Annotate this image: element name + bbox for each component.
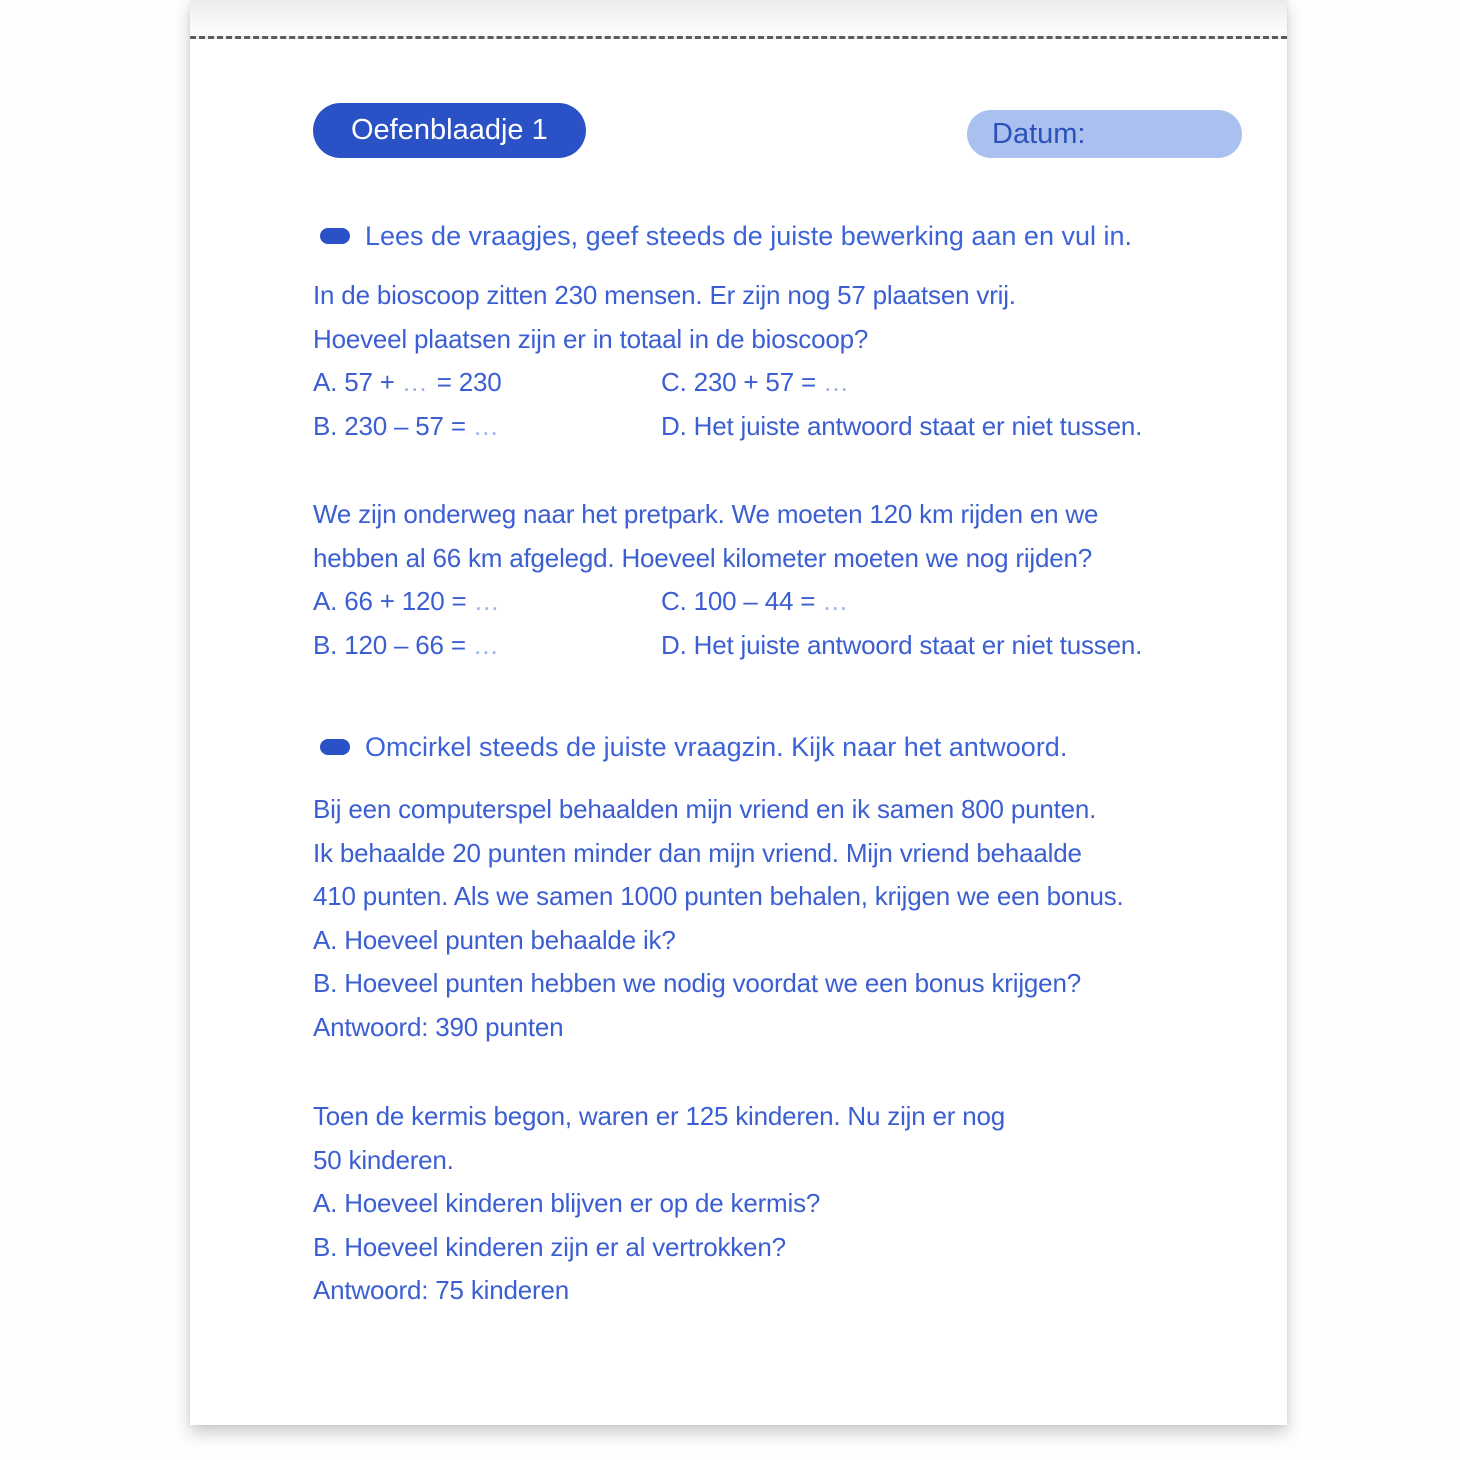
option-d: D. Het juiste antwoord staat er niet tussen. bbox=[661, 410, 1143, 441]
option-b: B. 120 – 66 = … bbox=[313, 629, 501, 660]
question-1-line-1: In de bioscoop zitten 230 mensen. Er zijn nog 57 plaatsen vrij. bbox=[313, 280, 1016, 310]
question-2-text bbox=[313, 493, 1242, 580]
question-4-option-a: A. Hoeveel kinderen blijven er op de kermis? bbox=[313, 1188, 821, 1218]
question-4-block bbox=[313, 1095, 1242, 1313]
question-2-options bbox=[313, 580, 1242, 667]
question-3-answer: Antwoord: 390 punten bbox=[313, 1011, 564, 1042]
option-b: B. 230 – 57 = … bbox=[313, 410, 501, 441]
worksheet-content bbox=[190, 0, 1287, 1313]
answer-dots: … bbox=[401, 367, 430, 397]
question-3-line-3: 410 punten. Als we samen 1000 punten behalen, krijgen we een bonus. bbox=[313, 881, 1124, 911]
question-3-line-1: Bij een computerspel behaalden mijn vriend en ik samen 800 punten. bbox=[313, 794, 1097, 824]
instruction-2 bbox=[313, 725, 1242, 769]
option-c: C. 100 – 44 = … bbox=[661, 586, 851, 616]
option-a: A. 57 + … = 230 bbox=[313, 367, 502, 397]
question-2-line-1: We zijn onderweg naar het pretpark. We moeten 120 km rijden en we bbox=[313, 499, 1099, 529]
question-4-line-1: Toen de kermis begon, waren er 125 kinderen. Nu zijn er nog bbox=[313, 1101, 1006, 1131]
option-c: C. 230 + 57 = … bbox=[661, 367, 851, 397]
question-3-option-b: B. Hoeveel punten hebben we nodig voordat we een bonus krijgen? bbox=[313, 968, 1081, 998]
answer-dots: … bbox=[822, 586, 851, 616]
question-3-option-a: A. Hoeveel punten behaalde ik? bbox=[313, 924, 676, 955]
option-a: A. 66 + 120 = … bbox=[313, 586, 502, 616]
question-3-line-2: Ik behaalde 20 punten minder dan mijn vriend. Mijn vriend behaalde bbox=[313, 837, 1082, 868]
answer-dots: … bbox=[473, 586, 502, 616]
question-2-line-2: hebben al 66 km afgelegd. Hoeveel kilometer moeten we nog rijden? bbox=[313, 542, 1093, 573]
worksheet-title-pill: Oefenblaadje 1 bbox=[313, 103, 586, 158]
instruction-1 bbox=[313, 214, 1242, 258]
instruction-1-text: Lees de vraagjes, geef steeds de juiste bewerking aan en vul in. bbox=[365, 221, 1132, 251]
answer-dots: … bbox=[472, 629, 501, 660]
option-d: D. Het juiste antwoord staat er niet tussen. bbox=[661, 629, 1143, 660]
worksheet-header bbox=[313, 0, 1242, 158]
answer-dots: … bbox=[472, 410, 501, 441]
question-4-answer: Antwoord: 75 kinderen bbox=[313, 1275, 569, 1305]
worksheet-page bbox=[190, 0, 1287, 1425]
dash-bullet-icon bbox=[320, 228, 350, 244]
question-1-text bbox=[313, 274, 1242, 361]
question-3-block bbox=[313, 788, 1242, 1049]
dash-bullet-icon bbox=[320, 739, 350, 755]
instruction-2-text: Omcirkel steeds de juiste vraagzin. Kijk naar het antwoord. bbox=[365, 732, 1068, 762]
answer-dots: … bbox=[823, 367, 851, 397]
date-field: Datum: bbox=[967, 110, 1242, 158]
question-4-line-2: 50 kinderen. bbox=[313, 1144, 454, 1175]
question-4-option-b: B. Hoeveel kinderen zijn er al vertrokken? bbox=[313, 1231, 786, 1262]
question-1-options bbox=[313, 361, 1242, 448]
question-1-line-2: Hoeveel plaatsen zijn er in totaal in de bioscoop? bbox=[313, 323, 869, 354]
